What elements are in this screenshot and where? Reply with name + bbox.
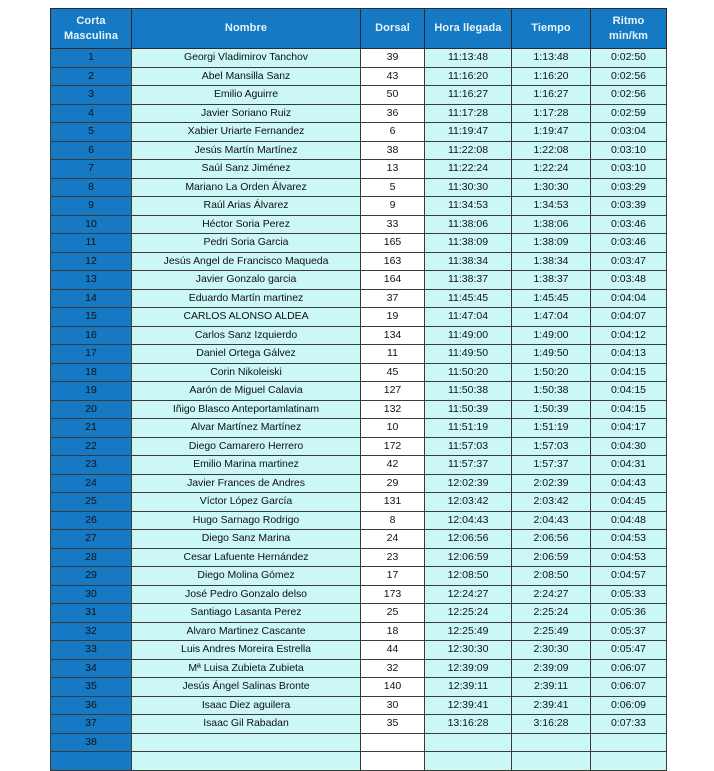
cell-rank: 35	[51, 678, 132, 697]
race-results-table	[50, 8, 667, 771]
table-row[interactable]	[51, 160, 667, 179]
cell-name: Isaac Gil Rabadan	[132, 715, 361, 734]
cell-tiempo: 1:49:50	[512, 345, 591, 364]
cell-ritmo: 0:03:46	[591, 234, 667, 253]
cell-hora: 11:38:37	[425, 271, 512, 290]
table-row[interactable]	[51, 474, 667, 493]
column-header-ritmo[interactable]	[591, 9, 667, 49]
cell-hora: 12:25:49	[425, 622, 512, 641]
cell-hora: 11:19:47	[425, 123, 512, 142]
cell-tiempo: 1:16:20	[512, 67, 591, 86]
cell-hora: 12:04:43	[425, 511, 512, 530]
cell-hora: 12:30:30	[425, 641, 512, 660]
cell-dorsal: 44	[361, 641, 425, 660]
cell-tiempo: 1:22:24	[512, 160, 591, 179]
cell-rank: 9	[51, 197, 132, 216]
column-header-label: Tiempo	[531, 22, 571, 35]
cell-tiempo: 1:38:34	[512, 252, 591, 271]
cell-rank: 3	[51, 86, 132, 105]
table-row[interactable]	[51, 659, 667, 678]
cell-name: Alvaro Martinez Cascante	[132, 622, 361, 641]
cell-tiempo: 1:47:04	[512, 308, 591, 327]
cell-dorsal: 172	[361, 437, 425, 456]
cell-rank: 15	[51, 308, 132, 327]
table-row[interactable]	[51, 493, 667, 512]
column-header-rank[interactable]	[51, 9, 132, 49]
cell-ritmo: 0:04:53	[591, 530, 667, 549]
cell-rank: 23	[51, 456, 132, 475]
cell-hora: 11:51:19	[425, 419, 512, 438]
cell-rank: 21	[51, 419, 132, 438]
cell-name: Raúl Arias Álvarez	[132, 197, 361, 216]
cell-hora: 11:49:50	[425, 345, 512, 364]
cell-rank: 20	[51, 400, 132, 419]
cell-rank: 13	[51, 271, 132, 290]
cell-hora: 12:25:24	[425, 604, 512, 623]
table-row[interactable]	[51, 197, 667, 216]
cell-hora: 11:57:03	[425, 437, 512, 456]
cell-ritmo: 0:04:45	[591, 493, 667, 512]
cell-tiempo: 1:22:08	[512, 141, 591, 160]
cell-ritmo: 0:05:33	[591, 585, 667, 604]
table-body	[51, 49, 667, 771]
cell-dorsal: 10	[361, 419, 425, 438]
cell-tiempo: 1:50:39	[512, 400, 591, 419]
cell-tiempo: 1:38:06	[512, 215, 591, 234]
cell-name: Emilio Aguirre	[132, 86, 361, 105]
cell-dorsal: 25	[361, 604, 425, 623]
cell-ritmo: 0:03:48	[591, 271, 667, 290]
cell-hora: 11:17:28	[425, 104, 512, 123]
cell-name: Diego Camarero Herrero	[132, 437, 361, 456]
cell-name	[132, 752, 361, 771]
cell-rank: 33	[51, 641, 132, 660]
cell-ritmo: 0:04:13	[591, 345, 667, 364]
cell-name: Georgi Vladimirov Tanchov	[132, 49, 361, 68]
cell-ritmo: 0:03:04	[591, 123, 667, 142]
table-row[interactable]	[51, 622, 667, 641]
cell-tiempo: 2:04:43	[512, 511, 591, 530]
column-header-label: Dorsal	[375, 22, 410, 35]
cell-ritmo: 0:03:10	[591, 141, 667, 160]
cell-ritmo	[591, 752, 667, 771]
cell-name: Pedri Soria Garcia	[132, 234, 361, 253]
cell-name: Cesar Lafuente Hernández	[132, 548, 361, 567]
cell-rank: 25	[51, 493, 132, 512]
cell-hora: 11:30:30	[425, 178, 512, 197]
cell-tiempo: 1:19:47	[512, 123, 591, 142]
cell-name: Jesús Angel de Francisco Maqueda	[132, 252, 361, 271]
cell-ritmo: 0:04:43	[591, 474, 667, 493]
cell-name: Víctor López García	[132, 493, 361, 512]
table-row[interactable]	[51, 271, 667, 290]
cell-tiempo: 2:39:11	[512, 678, 591, 697]
cell-dorsal: 165	[361, 234, 425, 253]
table-row[interactable]	[51, 289, 667, 308]
cell-hora: 11:16:20	[425, 67, 512, 86]
cell-rank: 29	[51, 567, 132, 586]
cell-ritmo: 0:02:59	[591, 104, 667, 123]
table-row[interactable]	[51, 456, 667, 475]
cell-dorsal: 24	[361, 530, 425, 549]
table-row[interactable]	[51, 178, 667, 197]
table-row[interactable]	[51, 215, 667, 234]
cell-tiempo: 3:16:28	[512, 715, 591, 734]
cell-dorsal: 33	[361, 215, 425, 234]
cell-ritmo: 0:02:56	[591, 86, 667, 105]
cell-dorsal: 140	[361, 678, 425, 697]
cell-name: Xabier Uriarte Fernandez	[132, 123, 361, 142]
table-row[interactable]	[51, 641, 667, 660]
table-row[interactable]	[51, 604, 667, 623]
cell-name: Saúl Sanz Jiménez	[132, 160, 361, 179]
cell-dorsal: 11	[361, 345, 425, 364]
cell-rank: 38	[51, 733, 132, 752]
cell-ritmo: 0:04:53	[591, 548, 667, 567]
cell-name: Eduardo Martín martinez	[132, 289, 361, 308]
cell-ritmo: 0:05:36	[591, 604, 667, 623]
cell-rank: 11	[51, 234, 132, 253]
cell-tiempo: 1:51:19	[512, 419, 591, 438]
cell-name	[132, 733, 361, 752]
cell-ritmo: 0:04:30	[591, 437, 667, 456]
table-row[interactable]	[51, 326, 667, 345]
cell-rank: 18	[51, 363, 132, 382]
cell-hora: 12:39:41	[425, 696, 512, 715]
table-row[interactable]	[51, 141, 667, 160]
cell-hora: 12:39:09	[425, 659, 512, 678]
cell-tiempo: 2:25:49	[512, 622, 591, 641]
table-row[interactable]	[51, 234, 667, 253]
table-row[interactable]	[51, 382, 667, 401]
cell-ritmo: 0:04:15	[591, 363, 667, 382]
cell-dorsal: 132	[361, 400, 425, 419]
cell-hora: 11:47:04	[425, 308, 512, 327]
cell-rank: 6	[51, 141, 132, 160]
table-row[interactable]	[51, 696, 667, 715]
cell-name: Corin Nikoleiski	[132, 363, 361, 382]
table-row[interactable]	[51, 548, 667, 567]
cell-name: Javier Frances de Andres	[132, 474, 361, 493]
cell-tiempo: 2:30:30	[512, 641, 591, 660]
cell-name: Jesús Martín Martínez	[132, 141, 361, 160]
cell-dorsal: 32	[361, 659, 425, 678]
cell-dorsal: 38	[361, 141, 425, 160]
cell-rank: 19	[51, 382, 132, 401]
cell-hora: 11:34:53	[425, 197, 512, 216]
cell-ritmo: 0:04:04	[591, 289, 667, 308]
cell-dorsal	[361, 752, 425, 771]
table-row[interactable]	[51, 733, 667, 752]
cell-dorsal: 17	[361, 567, 425, 586]
header-row	[51, 9, 667, 49]
cell-name: Abel Mansilla Sanz	[132, 67, 361, 86]
column-header-tiempo[interactable]	[512, 9, 591, 49]
cell-dorsal: 173	[361, 585, 425, 604]
cell-hora: 11:57:37	[425, 456, 512, 475]
cell-hora: 11:50:20	[425, 363, 512, 382]
cell-rank: 27	[51, 530, 132, 549]
cell-tiempo: 2:39:41	[512, 696, 591, 715]
cell-dorsal: 35	[361, 715, 425, 734]
cell-tiempo: 2:08:50	[512, 567, 591, 586]
column-header-label: Hora llegada	[434, 22, 502, 35]
cell-tiempo: 2:25:24	[512, 604, 591, 623]
cell-tiempo: 1:16:27	[512, 86, 591, 105]
cell-tiempo: 2:02:39	[512, 474, 591, 493]
cell-tiempo: 2:06:59	[512, 548, 591, 567]
table-row[interactable]	[51, 511, 667, 530]
cell-dorsal: 6	[361, 123, 425, 142]
table-row[interactable]	[51, 419, 667, 438]
cell-tiempo	[512, 733, 591, 752]
cell-ritmo: 0:03:47	[591, 252, 667, 271]
cell-rank: 10	[51, 215, 132, 234]
cell-ritmo: 0:03:46	[591, 215, 667, 234]
cell-hora: 12:24:27	[425, 585, 512, 604]
cell-hora: 11:38:06	[425, 215, 512, 234]
column-header-label: Masculina	[63, 29, 119, 42]
cell-name: Daniel Ortega Gálvez	[132, 345, 361, 364]
cell-rank: 14	[51, 289, 132, 308]
table-row[interactable]	[51, 400, 667, 419]
cell-rank: 16	[51, 326, 132, 345]
cell-hora: 11:50:38	[425, 382, 512, 401]
cell-hora: 11:13:48	[425, 49, 512, 68]
table-row[interactable]	[51, 567, 667, 586]
cell-hora: 13:16:28	[425, 715, 512, 734]
cell-tiempo: 2:24:27	[512, 585, 591, 604]
cell-tiempo	[512, 752, 591, 771]
cell-ritmo: 0:04:31	[591, 456, 667, 475]
cell-dorsal: 45	[361, 363, 425, 382]
cell-name: Javier Soriano Ruiz	[132, 104, 361, 123]
cell-hora: 11:22:24	[425, 160, 512, 179]
cell-hora: 11:50:39	[425, 400, 512, 419]
cell-dorsal: 39	[361, 49, 425, 68]
cell-ritmo: 0:06:07	[591, 678, 667, 697]
cell-hora: 11:49:00	[425, 326, 512, 345]
cell-rank: 4	[51, 104, 132, 123]
cell-ritmo: 0:02:56	[591, 67, 667, 86]
table-row[interactable]	[51, 252, 667, 271]
table-row[interactable]	[51, 363, 667, 382]
cell-rank: 32	[51, 622, 132, 641]
cell-rank	[51, 752, 132, 771]
cell-dorsal: 37	[361, 289, 425, 308]
cell-dorsal: 131	[361, 493, 425, 512]
cell-ritmo: 0:04:48	[591, 511, 667, 530]
cell-rank: 1	[51, 49, 132, 68]
column-header-dorsal[interactable]	[361, 9, 425, 49]
cell-hora: 11:16:27	[425, 86, 512, 105]
column-header-hora-llegada[interactable]	[425, 9, 512, 49]
cell-rank: 26	[51, 511, 132, 530]
table-row[interactable]	[51, 308, 667, 327]
cell-name: Jesús Ángel Salinas Bronte	[132, 678, 361, 697]
cell-ritmo: 0:03:39	[591, 197, 667, 216]
cell-dorsal: 23	[361, 548, 425, 567]
table-row[interactable]	[51, 678, 667, 697]
cell-rank: 28	[51, 548, 132, 567]
cell-ritmo: 0:04:12	[591, 326, 667, 345]
cell-ritmo	[591, 733, 667, 752]
cell-dorsal: 50	[361, 86, 425, 105]
cell-rank: 36	[51, 696, 132, 715]
cell-name: Mª Luisa Zubieta Zubieta	[132, 659, 361, 678]
cell-rank: 31	[51, 604, 132, 623]
cell-hora: 11:38:09	[425, 234, 512, 253]
cell-dorsal: 5	[361, 178, 425, 197]
cell-tiempo: 1:17:28	[512, 104, 591, 123]
cell-hora: 11:38:34	[425, 252, 512, 271]
cell-hora	[425, 733, 512, 752]
column-header-label: min/km	[608, 29, 649, 42]
cell-ritmo: 0:04:57	[591, 567, 667, 586]
cell-ritmo: 0:05:37	[591, 622, 667, 641]
cell-name: CARLOS ALONSO ALDEA	[132, 308, 361, 327]
cell-name: Luis Andres Moreira Estrella	[132, 641, 361, 660]
cell-ritmo: 0:04:07	[591, 308, 667, 327]
cell-dorsal: 164	[361, 271, 425, 290]
cell-tiempo: 1:45:45	[512, 289, 591, 308]
cell-name: José Pedro Gonzalo delso	[132, 585, 361, 604]
cell-hora: 12:06:59	[425, 548, 512, 567]
cell-rank: 30	[51, 585, 132, 604]
cell-ritmo: 0:06:09	[591, 696, 667, 715]
cell-ritmo: 0:04:17	[591, 419, 667, 438]
table-row[interactable]	[51, 437, 667, 456]
cell-tiempo: 1:34:53	[512, 197, 591, 216]
cell-dorsal: 36	[361, 104, 425, 123]
cell-ritmo: 0:05:47	[591, 641, 667, 660]
cell-tiempo: 2:06:56	[512, 530, 591, 549]
cell-ritmo: 0:03:29	[591, 178, 667, 197]
cell-tiempo: 1:38:37	[512, 271, 591, 290]
cell-hora: 12:08:50	[425, 567, 512, 586]
cell-dorsal: 18	[361, 622, 425, 641]
cell-tiempo: 1:57:03	[512, 437, 591, 456]
cell-rank: 22	[51, 437, 132, 456]
cell-ritmo: 0:06:07	[591, 659, 667, 678]
cell-tiempo: 1:57:37	[512, 456, 591, 475]
table-row[interactable]	[51, 49, 667, 68]
table-row[interactable]	[51, 585, 667, 604]
cell-hora: 11:22:08	[425, 141, 512, 160]
cell-hora: 11:45:45	[425, 289, 512, 308]
cell-name: Diego Sanz Marina	[132, 530, 361, 549]
cell-rank: 7	[51, 160, 132, 179]
table-row[interactable]	[51, 104, 667, 123]
cell-tiempo: 1:49:00	[512, 326, 591, 345]
cell-tiempo: 1:50:20	[512, 363, 591, 382]
cell-hora: 12:06:56	[425, 530, 512, 549]
cell-dorsal: 30	[361, 696, 425, 715]
cell-ritmo: 0:04:15	[591, 382, 667, 401]
table-row[interactable]	[51, 67, 667, 86]
cell-name: Aarón de Miguel Calavia	[132, 382, 361, 401]
cell-name: Mariano La Orden Álvarez	[132, 178, 361, 197]
cell-hora: 12:02:39	[425, 474, 512, 493]
column-header-label: Corta	[76, 14, 106, 27]
column-header-label: Ritmo	[612, 14, 645, 27]
column-header-label: Nombre	[224, 22, 268, 35]
table-row[interactable]	[51, 530, 667, 549]
cell-dorsal	[361, 733, 425, 752]
cell-rank: 8	[51, 178, 132, 197]
table-row[interactable]	[51, 345, 667, 364]
cell-tiempo: 2:39:09	[512, 659, 591, 678]
cell-name: Hugo Sarnago Rodrigo	[132, 511, 361, 530]
table-header	[51, 9, 667, 49]
cell-ritmo: 0:03:10	[591, 160, 667, 179]
cell-hora: 12:03:42	[425, 493, 512, 512]
cell-name: Alvar Martínez Martínez	[132, 419, 361, 438]
cell-rank: 5	[51, 123, 132, 142]
cell-rank: 24	[51, 474, 132, 493]
cell-name: Carlos Sanz Izquierdo	[132, 326, 361, 345]
cell-hora: 12:39:11	[425, 678, 512, 697]
cell-dorsal: 134	[361, 326, 425, 345]
cell-tiempo: 1:13:48	[512, 49, 591, 68]
cell-rank: 37	[51, 715, 132, 734]
cell-rank: 2	[51, 67, 132, 86]
column-header-nombre[interactable]	[132, 9, 361, 49]
cell-tiempo: 1:38:09	[512, 234, 591, 253]
cell-name: Emilio Marina martinez	[132, 456, 361, 475]
table-row[interactable]	[51, 123, 667, 142]
table-row[interactable]	[51, 752, 667, 771]
cell-name: Javier Gonzalo garcia	[132, 271, 361, 290]
cell-hora	[425, 752, 512, 771]
cell-ritmo: 0:02:50	[591, 49, 667, 68]
cell-rank: 34	[51, 659, 132, 678]
table-row[interactable]	[51, 86, 667, 105]
cell-tiempo: 1:30:30	[512, 178, 591, 197]
cell-ritmo: 0:07:33	[591, 715, 667, 734]
cell-name: Iñigo Blasco Anteportamlatinam	[132, 400, 361, 419]
cell-dorsal: 9	[361, 197, 425, 216]
cell-dorsal: 13	[361, 160, 425, 179]
cell-tiempo: 2:03:42	[512, 493, 591, 512]
cell-dorsal: 127	[361, 382, 425, 401]
cell-name: Santiago Lasanta Perez	[132, 604, 361, 623]
cell-dorsal: 43	[361, 67, 425, 86]
cell-name: Diego Molina Gómez	[132, 567, 361, 586]
cell-dorsal: 42	[361, 456, 425, 475]
table-row[interactable]	[51, 715, 667, 734]
cell-dorsal: 8	[361, 511, 425, 530]
cell-dorsal: 29	[361, 474, 425, 493]
cell-name: Héctor Soria Perez	[132, 215, 361, 234]
cell-dorsal: 19	[361, 308, 425, 327]
cell-tiempo: 1:50:38	[512, 382, 591, 401]
cell-dorsal: 163	[361, 252, 425, 271]
cell-rank: 17	[51, 345, 132, 364]
cell-rank: 12	[51, 252, 132, 271]
cell-ritmo: 0:04:15	[591, 400, 667, 419]
cell-name: Isaac Diez aguilera	[132, 696, 361, 715]
